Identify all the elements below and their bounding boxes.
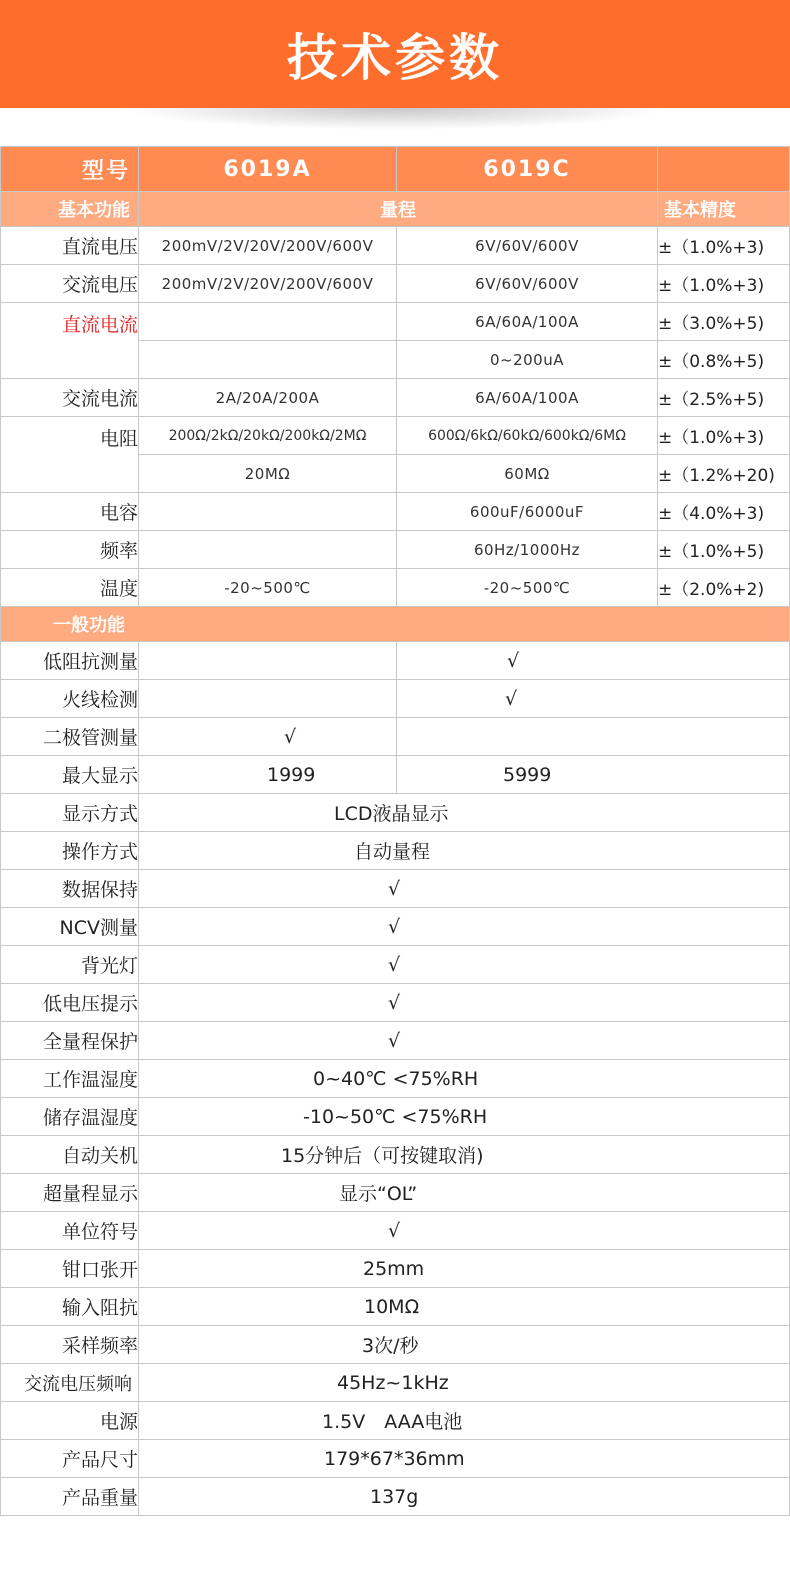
range-c: 600uF/6000uF [397,493,658,531]
function-name: 全量程保护 [1,1022,139,1060]
function-value: √ [139,870,790,908]
function-name: 最大显示 [1,756,139,794]
general-header-row [1,607,790,642]
value-c: √ [397,642,790,680]
function-name: 产品尺寸 [1,1440,139,1478]
accuracy: ±（1.0%+5) [658,531,790,569]
range-c: 600Ω/6kΩ/60kΩ/600kΩ/6MΩ [397,417,658,455]
model-c: 6019C [397,147,658,192]
table-row [1,794,790,832]
function-name: 温度 [1,569,139,607]
table-row [1,680,790,718]
range-c: 6V/60V/600V [397,227,658,265]
function-name: 显示方式 [1,794,139,832]
function-name: 采样频率 [1,1326,139,1364]
accuracy: ±（2.0%+2) [658,569,790,607]
function-name: 钳口张开 [1,1250,139,1288]
accuracy: ±（4.0%+3) [658,493,790,531]
range-c: 60MΩ [397,455,658,493]
function-name: 数据保持 [1,870,139,908]
function-name: 交流电压频响 [1,1364,139,1402]
function-value: 45Hz~1kHz [139,1364,790,1402]
function-value: √ [139,946,790,984]
value-c: 5999 [397,756,790,794]
function-value: 0~40℃ <75%RH [139,1060,790,1098]
table-row [1,265,790,303]
table-row [1,1402,790,1440]
function-value: 15分钟后（可按键取消) [139,1136,790,1174]
table-row [1,379,790,417]
accuracy: ±（3.0%+5) [658,303,790,341]
function-name: 交流电流 [1,379,139,417]
table-row [1,756,790,794]
accuracy: ±（1.0%+3) [658,265,790,303]
accuracy: ±（1.2%+20) [658,455,790,493]
function-name: 频率 [1,531,139,569]
function-value: 自动量程 [139,832,790,870]
basic-header-row [1,192,790,227]
function-value: 1.5V AAA电池 [139,1402,790,1440]
accuracy: ±（2.5%+5) [658,379,790,417]
table-row [1,417,790,455]
table-row [1,531,790,569]
model-a: 6019A [139,147,397,192]
function-name: 电阻 [1,417,139,493]
function-name: 电源 [1,1402,139,1440]
range-c: 6A/60A/100A [397,379,658,417]
table-row [1,642,790,680]
function-value: 137g [139,1478,790,1516]
range-a: 200Ω/2kΩ/20kΩ/200kΩ/2MΩ [139,417,397,455]
table-row [1,1478,790,1516]
range-a: -20~500℃ [139,569,397,607]
range-a [139,531,397,569]
range-a: 200mV/2V/20V/200V/600V [139,227,397,265]
range-c: -20~500℃ [397,569,658,607]
table-row [1,1288,790,1326]
function-name: 储存温湿度 [1,1098,139,1136]
range-a [139,341,397,379]
function-name: 输入阻抗 [1,1288,139,1326]
general-function-label: 一般功能 [1,607,790,642]
range-a: 20MΩ [139,455,397,493]
table-row [1,1212,790,1250]
value-c [397,718,790,756]
table-row [1,1326,790,1364]
function-name: 火线检测 [1,680,139,718]
function-name: 低电压提示 [1,984,139,1022]
value-c: √ [397,680,790,718]
range-label: 量程 [139,192,658,227]
range-c: 0~200uA [397,341,658,379]
value-a [139,642,397,680]
function-value: 10MΩ [139,1288,790,1326]
function-name: 交流电压 [1,265,139,303]
function-value: 179*67*36mm [139,1440,790,1478]
function-value: √ [139,908,790,946]
table-row [1,1136,790,1174]
basic-function-label: 基本功能 [1,192,139,227]
table-row [1,303,790,341]
function-value: 3次/秒 [139,1326,790,1364]
table-row [1,1364,790,1402]
function-value: LCD液晶显示 [139,794,790,832]
spec-table [0,146,790,1516]
banner-shadow [120,108,670,130]
function-value: 显示“OL” [139,1174,790,1212]
table-row [1,1250,790,1288]
range-c: 6V/60V/600V [397,265,658,303]
range-c: 60Hz/1000Hz [397,531,658,569]
value-a: √ [139,718,397,756]
table-row [1,718,790,756]
accuracy: ±（1.0%+3) [658,227,790,265]
accuracy: ±（1.0%+3) [658,417,790,455]
accuracy: ±（0.8%+5) [658,341,790,379]
range-a [139,493,397,531]
function-name: 自动关机 [1,1136,139,1174]
function-name: 直流电流 [1,303,139,379]
function-name: 操作方式 [1,832,139,870]
function-name: 单位符号 [1,1212,139,1250]
function-value: -10~50℃ <75%RH [139,1098,790,1136]
value-a: 1999 [139,756,397,794]
value-a [139,680,397,718]
function-value: 25mm [139,1250,790,1288]
range-a: 200mV/2V/20V/200V/600V [139,265,397,303]
model-row [1,147,790,192]
table-row [1,1098,790,1136]
table-row [1,1060,790,1098]
table-row [1,227,790,265]
model-label: 型号 [1,147,139,192]
table-row [1,569,790,607]
table-row [1,946,790,984]
function-name: 低阻抗测量 [1,642,139,680]
function-name: 直流电压 [1,227,139,265]
function-value: √ [139,1212,790,1250]
function-name: 背光灯 [1,946,139,984]
function-name: 工作温湿度 [1,1060,139,1098]
function-name: 产品重量 [1,1478,139,1516]
page-title: 技术参数 [287,29,503,87]
title-banner [0,0,790,108]
function-name: 二极管测量 [1,718,139,756]
table-row [1,908,790,946]
function-name: 超量程显示 [1,1174,139,1212]
range-a: 2A/20A/200A [139,379,397,417]
range-a [139,303,397,341]
range-c: 6A/60A/100A [397,303,658,341]
function-name: 电容 [1,493,139,531]
table-row [1,832,790,870]
accuracy-label: 基本精度 [658,192,790,227]
model-empty [658,147,790,192]
table-row [1,870,790,908]
table-row [1,984,790,1022]
function-value: √ [139,1022,790,1060]
table-row [1,1174,790,1212]
table-row [1,1022,790,1060]
table-row [1,493,790,531]
table-row [1,1440,790,1478]
function-value: √ [139,984,790,1022]
function-name: NCV测量 [1,908,139,946]
